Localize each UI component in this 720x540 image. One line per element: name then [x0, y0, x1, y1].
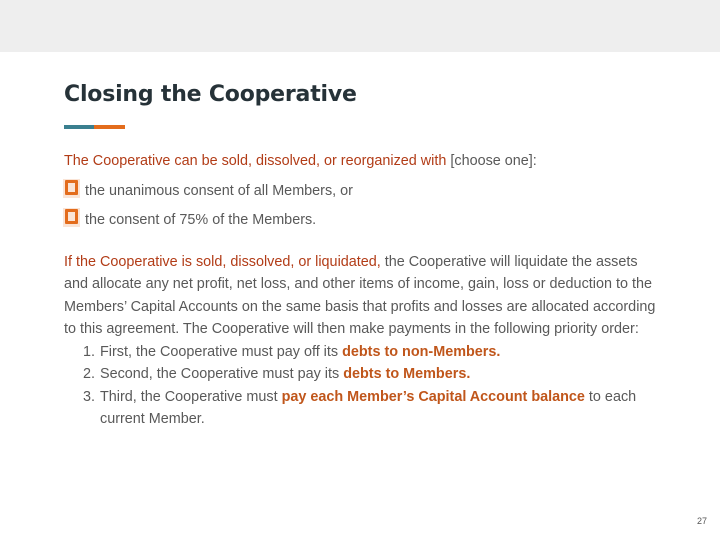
title-accent-orange [94, 125, 125, 129]
checkbox-icon[interactable] [65, 180, 78, 195]
liquidation-paragraph [64, 251, 664, 341]
option-label: the unanimous consent of all Members, or [85, 182, 353, 199]
priority-list [64, 341, 664, 431]
option-75-percent[interactable] [64, 209, 664, 231]
step-highlight: debts to Members. [343, 366, 471, 382]
step-tail: to each current Member. [100, 388, 637, 427]
option-label: the consent of 75% of the Members. [85, 211, 317, 228]
step-text: Third, the Cooperative must [100, 388, 282, 405]
list-item [99, 386, 664, 431]
list-item [99, 363, 664, 386]
step-text: Second, the Cooperative must pay its [100, 366, 344, 382]
intro-tail: [choose one]: [446, 153, 537, 169]
step-highlight: pay each Member’s Capital Account balance [281, 388, 585, 405]
checkbox-icon[interactable] [65, 209, 78, 224]
title-accent-teal [64, 125, 94, 129]
slide-title: Closing the Cooperative [64, 82, 357, 107]
intro-line [64, 150, 664, 173]
step-highlight: debts to non-Members. [342, 343, 501, 360]
option-unanimous[interactable] [64, 180, 664, 202]
step-text: First, the Cooperative must pay off its [100, 343, 343, 360]
header-band [0, 0, 720, 52]
para-lead: If the Cooperative is sold, dissolved, or liquidated, [64, 253, 381, 270]
intro-lead: The Cooperative can be sold, dissolved, or reorganized with [64, 153, 447, 169]
para-body: the Cooperative will liquidate the assets and allocate any net profit, net loss, and other items of income, gain, loss or deduction to the Members’ Capital Accounts on the same basis that profits and losses are allocated according to this agreement. The Cooperative will then make payments in the following priority order: [64, 253, 656, 337]
slide-body [64, 150, 664, 431]
page-number: 27 [696, 516, 707, 526]
list-item [99, 341, 664, 364]
